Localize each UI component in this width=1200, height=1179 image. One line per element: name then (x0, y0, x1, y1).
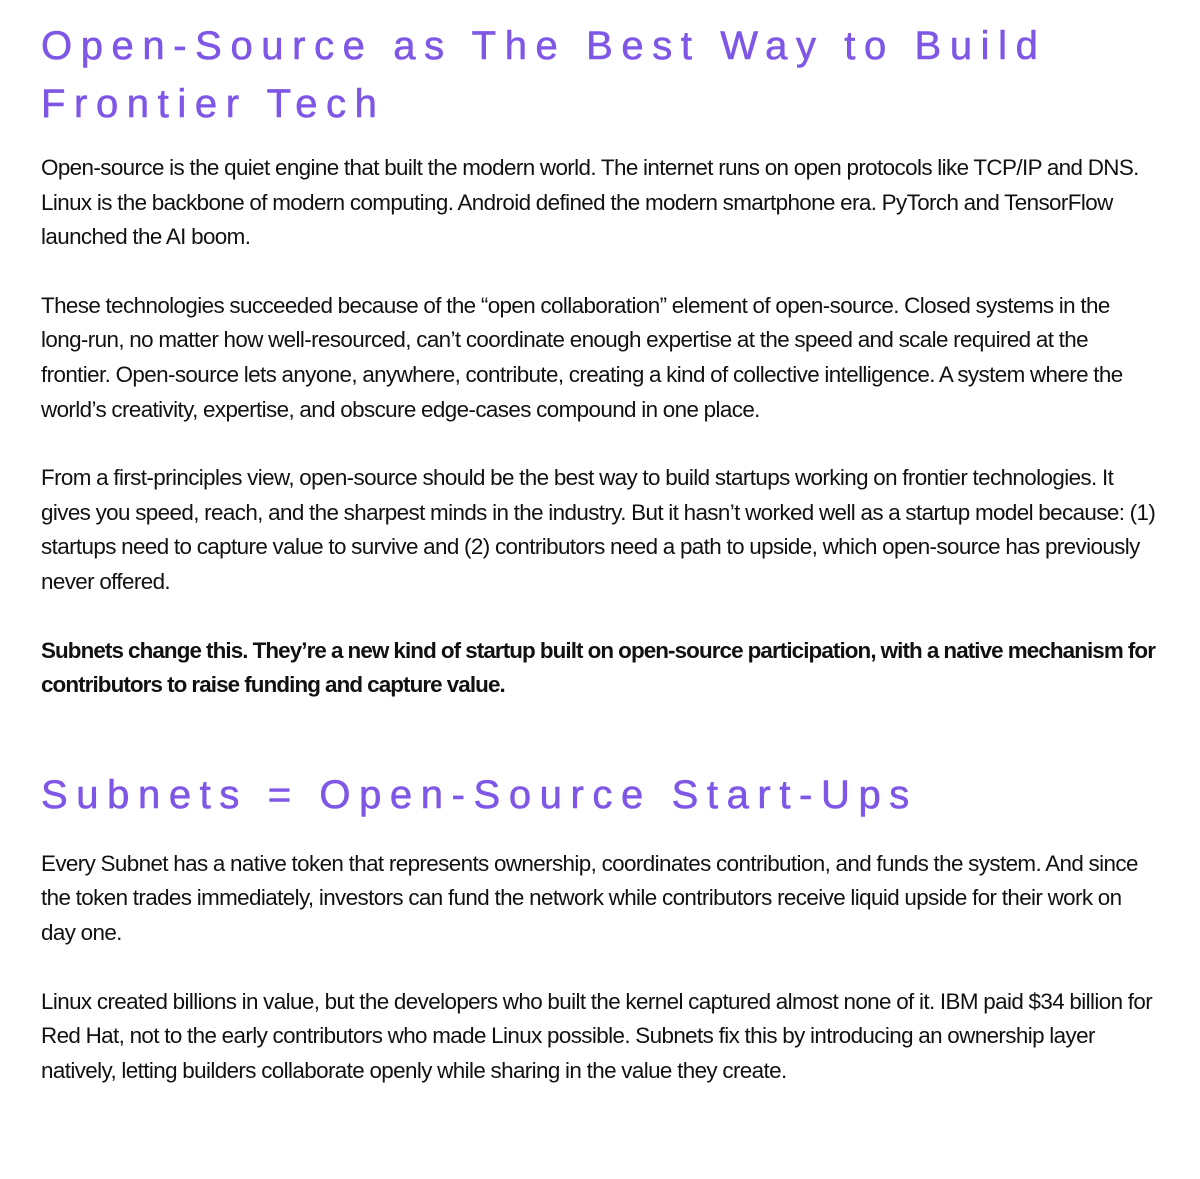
paragraph-subnets-change-this: Subnets change this. They’re a new kind of startup built on open-source participation, with a native mechanism for contributors to raise funding and capture value. (41, 637, 1156, 698)
paragraph-open-collaboration: These technologies succeeded because of the “open collaboration” element of open-source. Closed systems in the long-run, no matter how well-resourced, can’t coordinate enough expertise at the speed and scale required at the frontier. Open-source lets anyone, anywhere, contribute, creating a kind of collective intelligence. A system where the world’s creativity, expertise, and obscure edge-cases compound in one place. (41, 292, 1123, 422)
paragraph-open-source-engine: Open-source is the quiet engine that built the modern world. The internet runs on open protocols like TCP/IP and DNS. Linux is the backbone of modern computing. Android defined the modern smartphone era. PyTorch and TensorFlow launched the AI boom. (41, 155, 1139, 250)
paragraph-native-token: Every Subnet has a native token that represents ownership, coordinates contribution, and funds the system. And since the token trades immediately, investors can fund the network while contributors receive liquid upside for their work on day one. (41, 850, 1138, 945)
section-heading-subnets: Subnets = Open-Source Start-Ups (41, 772, 918, 817)
paragraph-linux-value: Linux created billions in value, but the developers who built the kernel captured almost none of it. IBM paid $34 billion for Red Hat, not to the early contributors who made Linux possible. Subnets fix this by introducing an ownership layer natively, letting builders collaborate openly while sharing in the value they create. (41, 988, 1153, 1083)
document-body (41, 0, 1161, 1088)
section-heading-open-source: Open-Source as The Best Way to Build Frontier Tech (41, 24, 1047, 126)
paragraph-first-principles: From a first-principles view, open-source should be the best way to build startups working on frontier technologies. It gives you speed, reach, and the sharpest minds in the industry. But it hasn’t worked well as a startup model because: (1) startups need to capture value to survive and (2) contributors need a path to upside, which open-source has previously never offered. (41, 465, 1156, 594)
